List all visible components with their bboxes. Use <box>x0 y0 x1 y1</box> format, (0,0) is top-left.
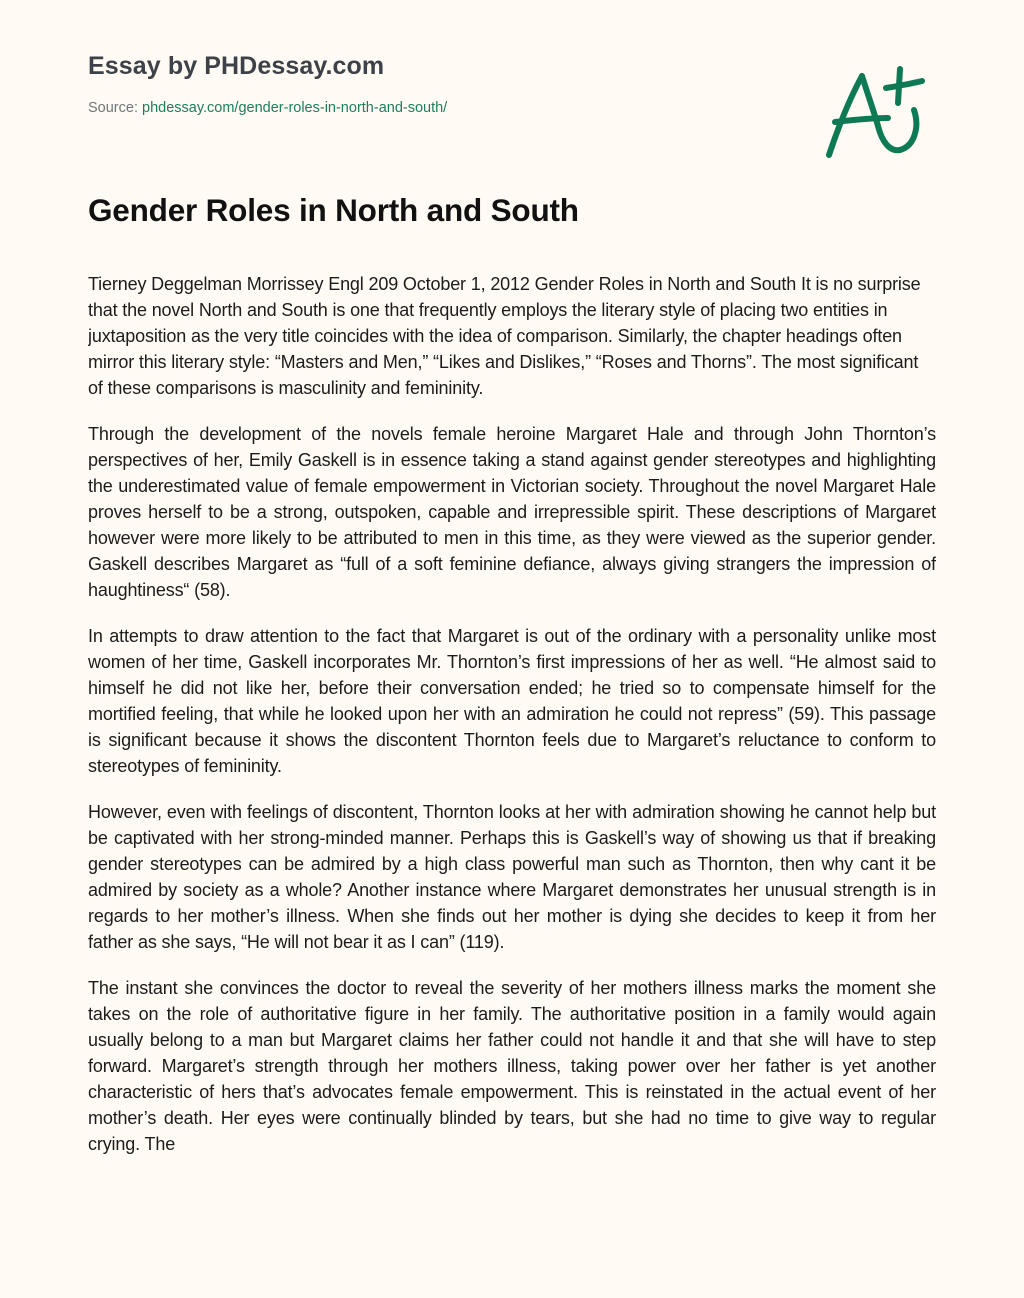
paragraph: However, even with feelings of discontent, Thornton looks at her with admiration showing he cannot help but be captivated with her strong-minded manner. Perhaps this is Gaskell’s way of showing us that if breaking gender stereotypes can be admired by a high class powerful man such as Thornton, then why cant it be admired by society as a whole? Another instance where Margaret demonstrates her unusual strength is in regards to her mother’s illness. When she finds out her mother is dying she decides to keep it from her father as she says, “He will not bear it as I can” (119). <box>88 802 936 952</box>
source-link[interactable]: phdessay.com/gender-roles-in-north-and-south/ <box>142 100 448 116</box>
paragraph: In attempts to draw attention to the fact that Margaret is out of the ordinary with a personality unlike most women of her time, Gaskell incorporates Mr. Thornton’s first impressions of her as well. “He almost said to himself he did not like her, before their conversation ended; he tried so to compensate himself for the mortified feeling, that while he looked upon her with an admiration he could not repress” (59). This passage is significant because it shows the discontent Thornton feels due to Margaret’s reluctance to conform to stereotypes of femininity. <box>88 626 936 776</box>
source-line <box>88 98 788 118</box>
a-plus-grade-icon <box>818 60 938 165</box>
source-label: Source: <box>88 100 138 116</box>
site-title: Essay by PHDessay.com <box>88 52 385 80</box>
site-header <box>88 48 788 118</box>
paragraph: Tierney Deggelman Morrissey Engl 209 October 1, 2012 Gender Roles in North and South It is no surprise that the novel North and South is one that frequently employs the literary style of placing two entities in juxtaposition as the very title coincides with the idea of comparison. Similarly, the chapter headings often mirror this literary style: “Masters and Men,” “Likes and Dislikes,” “Roses and Thorns”. The most significant of these comparisons is masculinity and femininity. <box>88 274 921 398</box>
document-title: Gender Roles in North and South <box>88 192 579 228</box>
paragraph: Through the development of the novels female heroine Margaret Hale and through John Thornton’s perspectives of her, Emily Gaskell is in essence taking a stand against gender stereotypes and highlighting the underestimated value of female empowerment in Victorian society. Throughout the novel Margaret Hale proves herself to be a strong, outspoken, capable and irrepressible spirit. These descriptions of Margaret however were more likely to be attributed to men in this time, as they were viewed as the superior gender. Gaskell describes Margaret as “full of a soft feminine defiance, always giving strangers the impression of haughtiness“ (58). <box>88 424 936 600</box>
paragraph: The instant she convinces the doctor to reveal the severity of her mothers illness marks the moment she takes on the role of authoritative figure in her family. The authoritative position in a family would again usually belong to a man but Margaret claims her father could not handle it and that she will have to step forward. Margaret’s strength through her mothers illness, taking power over her father is yet another characteristic of hers that’s advocates female empowerment. This is reinstated in the actual event of her mother’s death. Her eyes were continually blinded by tears, but she had no time to give way to regular crying. The <box>88 978 936 1154</box>
essay-body <box>88 271 936 1254</box>
